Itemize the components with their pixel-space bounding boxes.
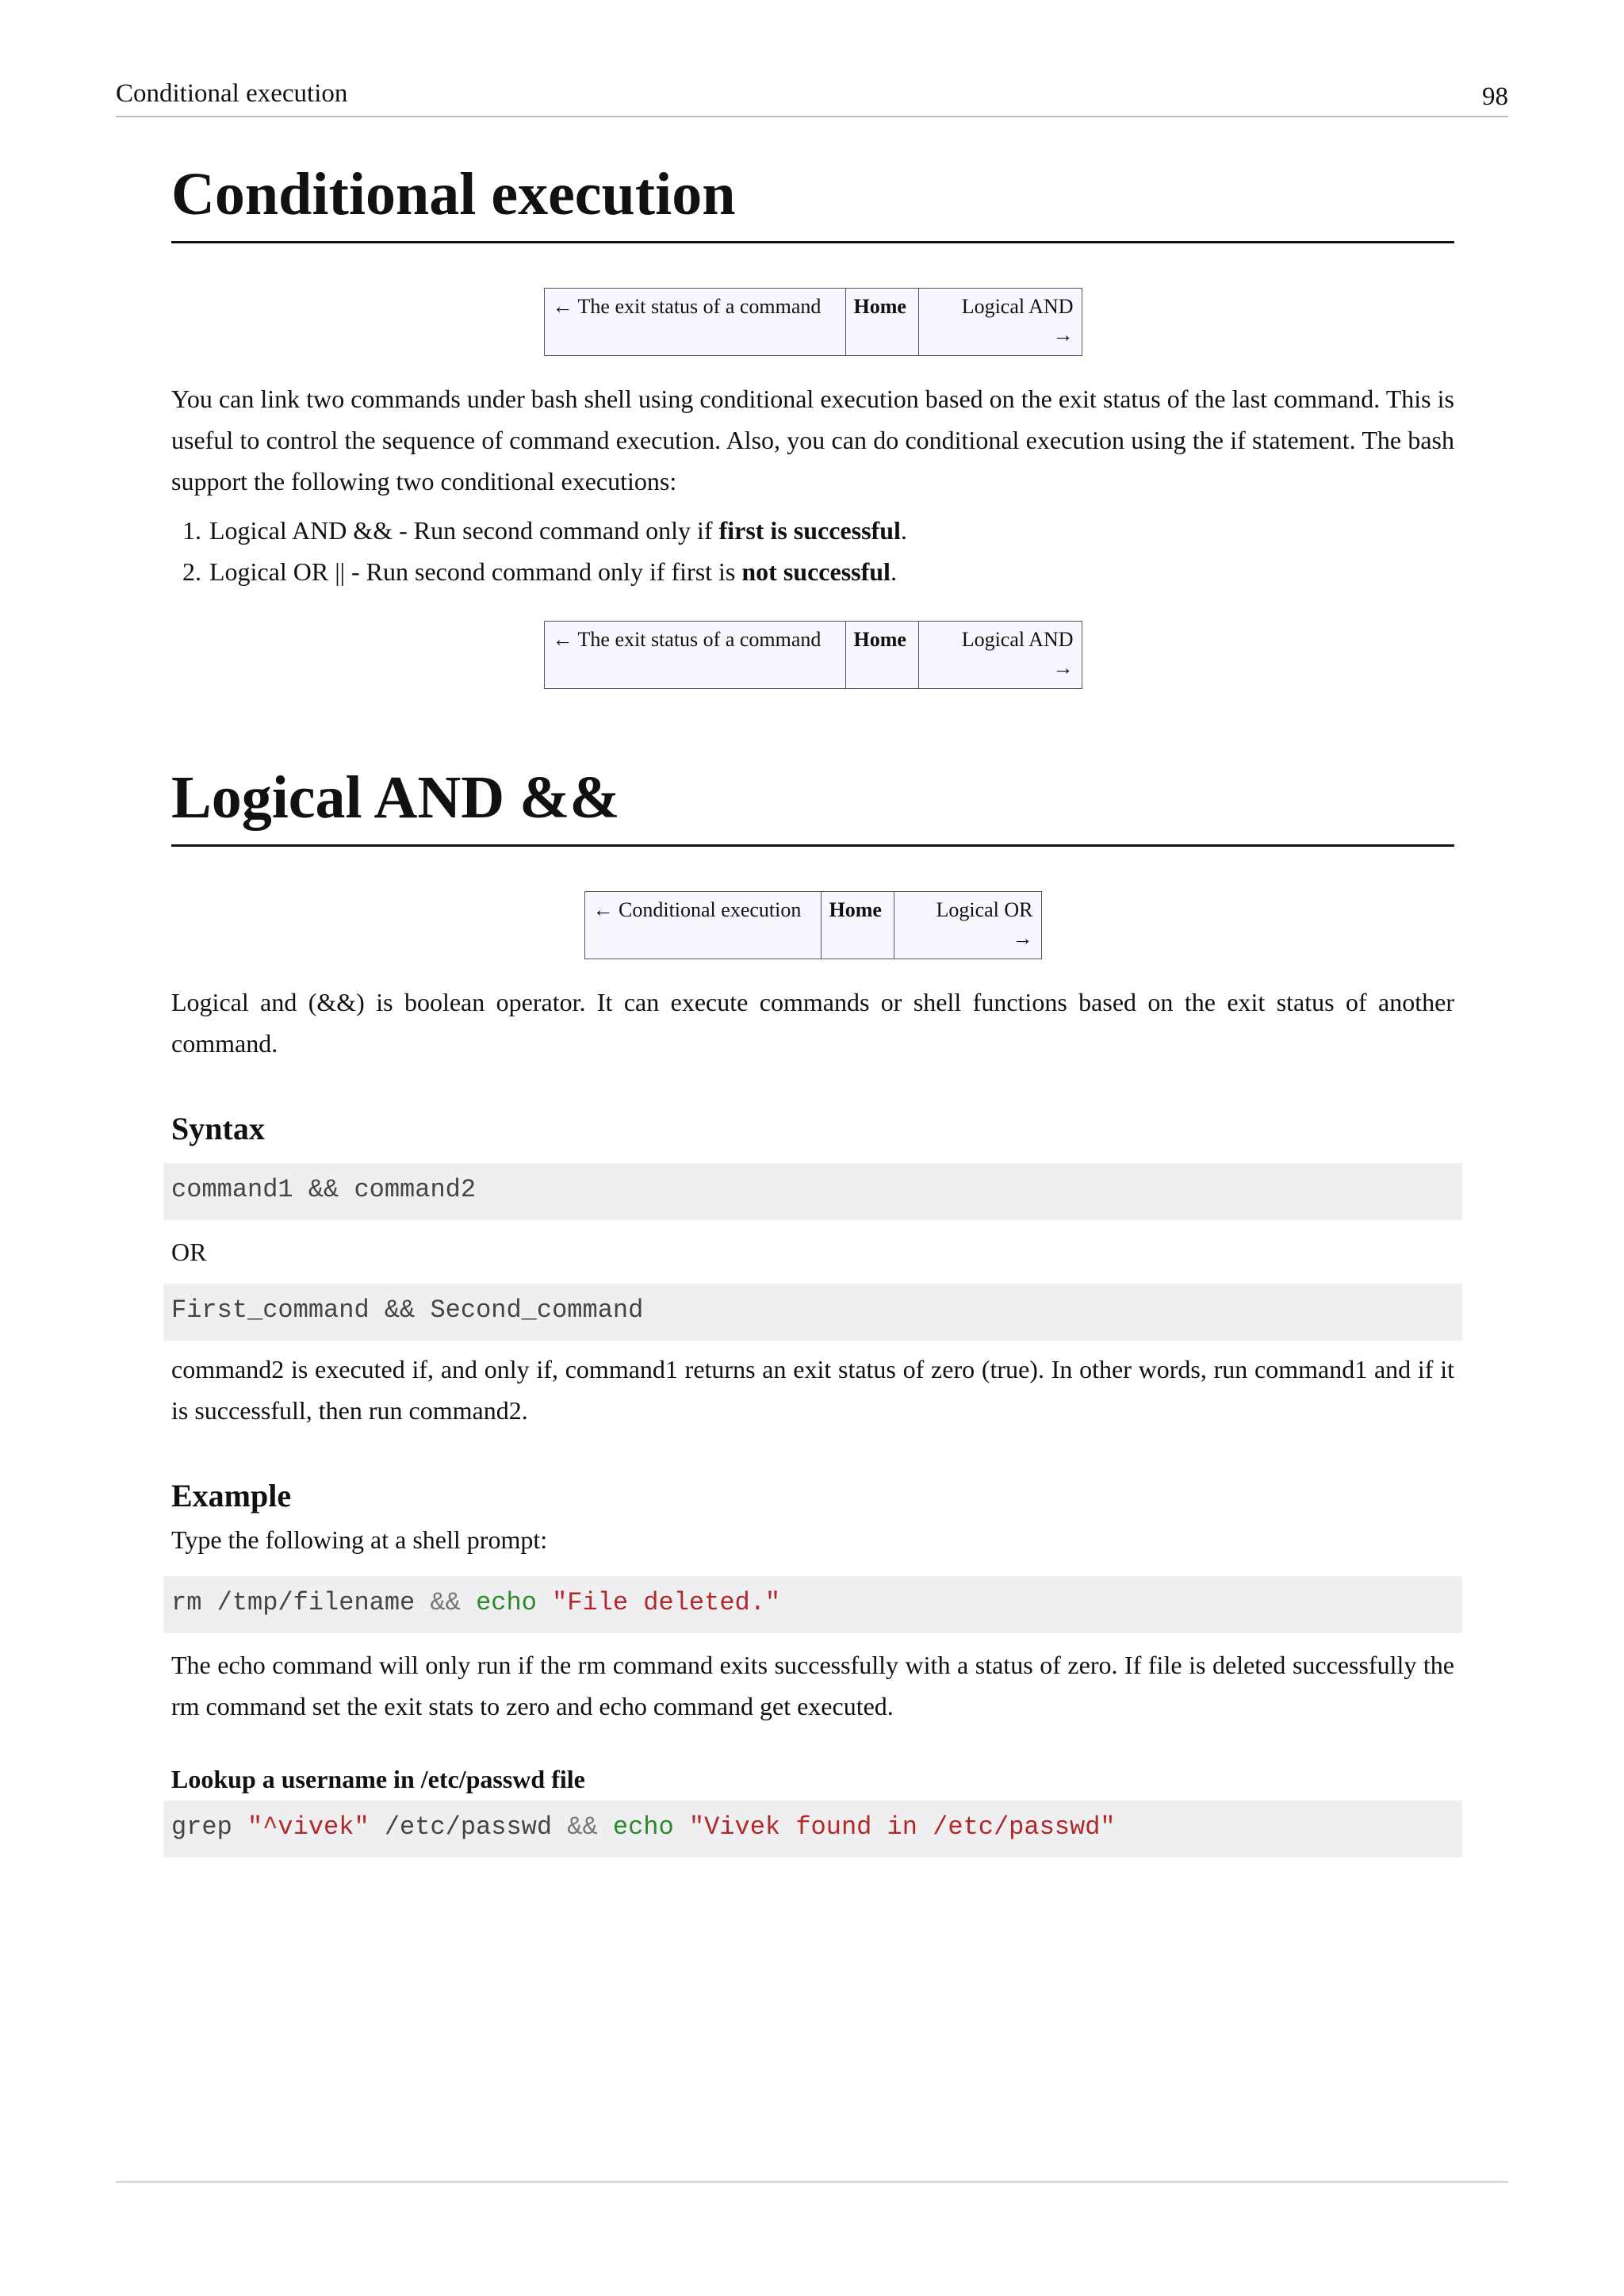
example-explanation: The echo command will only run if the rm command exits successfully with a status of zero. If file is deleted successfully the rm command set the exit stats to zero and echo command get executed.	[171, 1650, 1454, 1720]
list-item: 2. Logical OR || - Run second command only if first is not successful.	[208, 551, 1454, 592]
footer-rule	[116, 2181, 1508, 2183]
running-header	[116, 76, 1508, 117]
arrow-right-icon: →	[1052, 656, 1074, 679]
arrow-right-icon: →	[1052, 323, 1074, 346]
list-item: 1. Logical AND && - Run second command only if first is successful.	[208, 510, 1454, 551]
nav-next-label: Logical AND	[961, 294, 1074, 318]
code-block-lookup: grep "^vivek" /etc/passwd && echo "Vivek found in /etc/passwd"	[163, 1800, 1462, 1858]
page-number: 98	[1482, 82, 1508, 111]
nav-prev-link[interactable]: ← The exit status of a command	[544, 288, 845, 355]
logical-and-description: Logical and (&&) is boolean operator. It can execute commands or shell functions based on the exit status of another command.	[171, 987, 1454, 1058]
nav-home-link[interactable]: Home	[821, 891, 894, 959]
nav-next-label: Logical AND	[961, 627, 1074, 651]
syntax-explanation: command2 is executed if, and only if, command1 returns an exit status of zero (true). In other words, run command1 and if it is successfull, then run command2.	[171, 1354, 1454, 1425]
nav-next-link[interactable]	[894, 891, 1041, 959]
page-content	[171, 147, 1454, 1858]
arrow-right-icon: →	[1012, 926, 1033, 950]
navigation-box	[544, 288, 1082, 356]
lookup-heading: Lookup a username in /etc/passwd file	[171, 1764, 585, 1793]
example-intro: Type the following at a shell prompt:	[171, 1525, 548, 1554]
nav-prev-link[interactable]: ← The exit status of a command	[544, 621, 845, 688]
code-block-syntax-alt: First_command && Second_command	[163, 1284, 1462, 1341]
nav-next-link[interactable]	[918, 621, 1082, 688]
intro-paragraph: You can link two commands under bash shell using conditional execution based on the exit status of the last command. This is useful to control the sequence of command execution. Also, you can do conditional execution using the if statement. The bash support the following two conditional executions:	[171, 384, 1454, 496]
nav-home-link[interactable]: Home	[845, 288, 918, 355]
nav-next-link[interactable]	[918, 288, 1082, 355]
code-block-syntax: command1 && command2	[163, 1163, 1462, 1220]
running-header-title: Conditional execution	[116, 79, 348, 108]
nav-home-link[interactable]: Home	[845, 621, 918, 688]
or-text: OR	[171, 1237, 207, 1266]
conditional-list	[171, 510, 1454, 592]
navigation-box	[584, 891, 1042, 959]
syntax-heading: Syntax	[171, 1110, 265, 1146]
navigation-box	[544, 621, 1082, 689]
code-block-example: rm /tmp/filename && echo "File deleted."	[163, 1576, 1462, 1633]
section-title-conditional-execution: Conditional execution	[171, 147, 1454, 243]
section-title-logical-and: Logical AND &&	[171, 751, 1454, 847]
nav-next-label: Logical OR	[936, 897, 1033, 921]
nav-prev-link[interactable]: ← Conditional execution	[584, 891, 821, 959]
example-heading: Example	[171, 1477, 292, 1513]
